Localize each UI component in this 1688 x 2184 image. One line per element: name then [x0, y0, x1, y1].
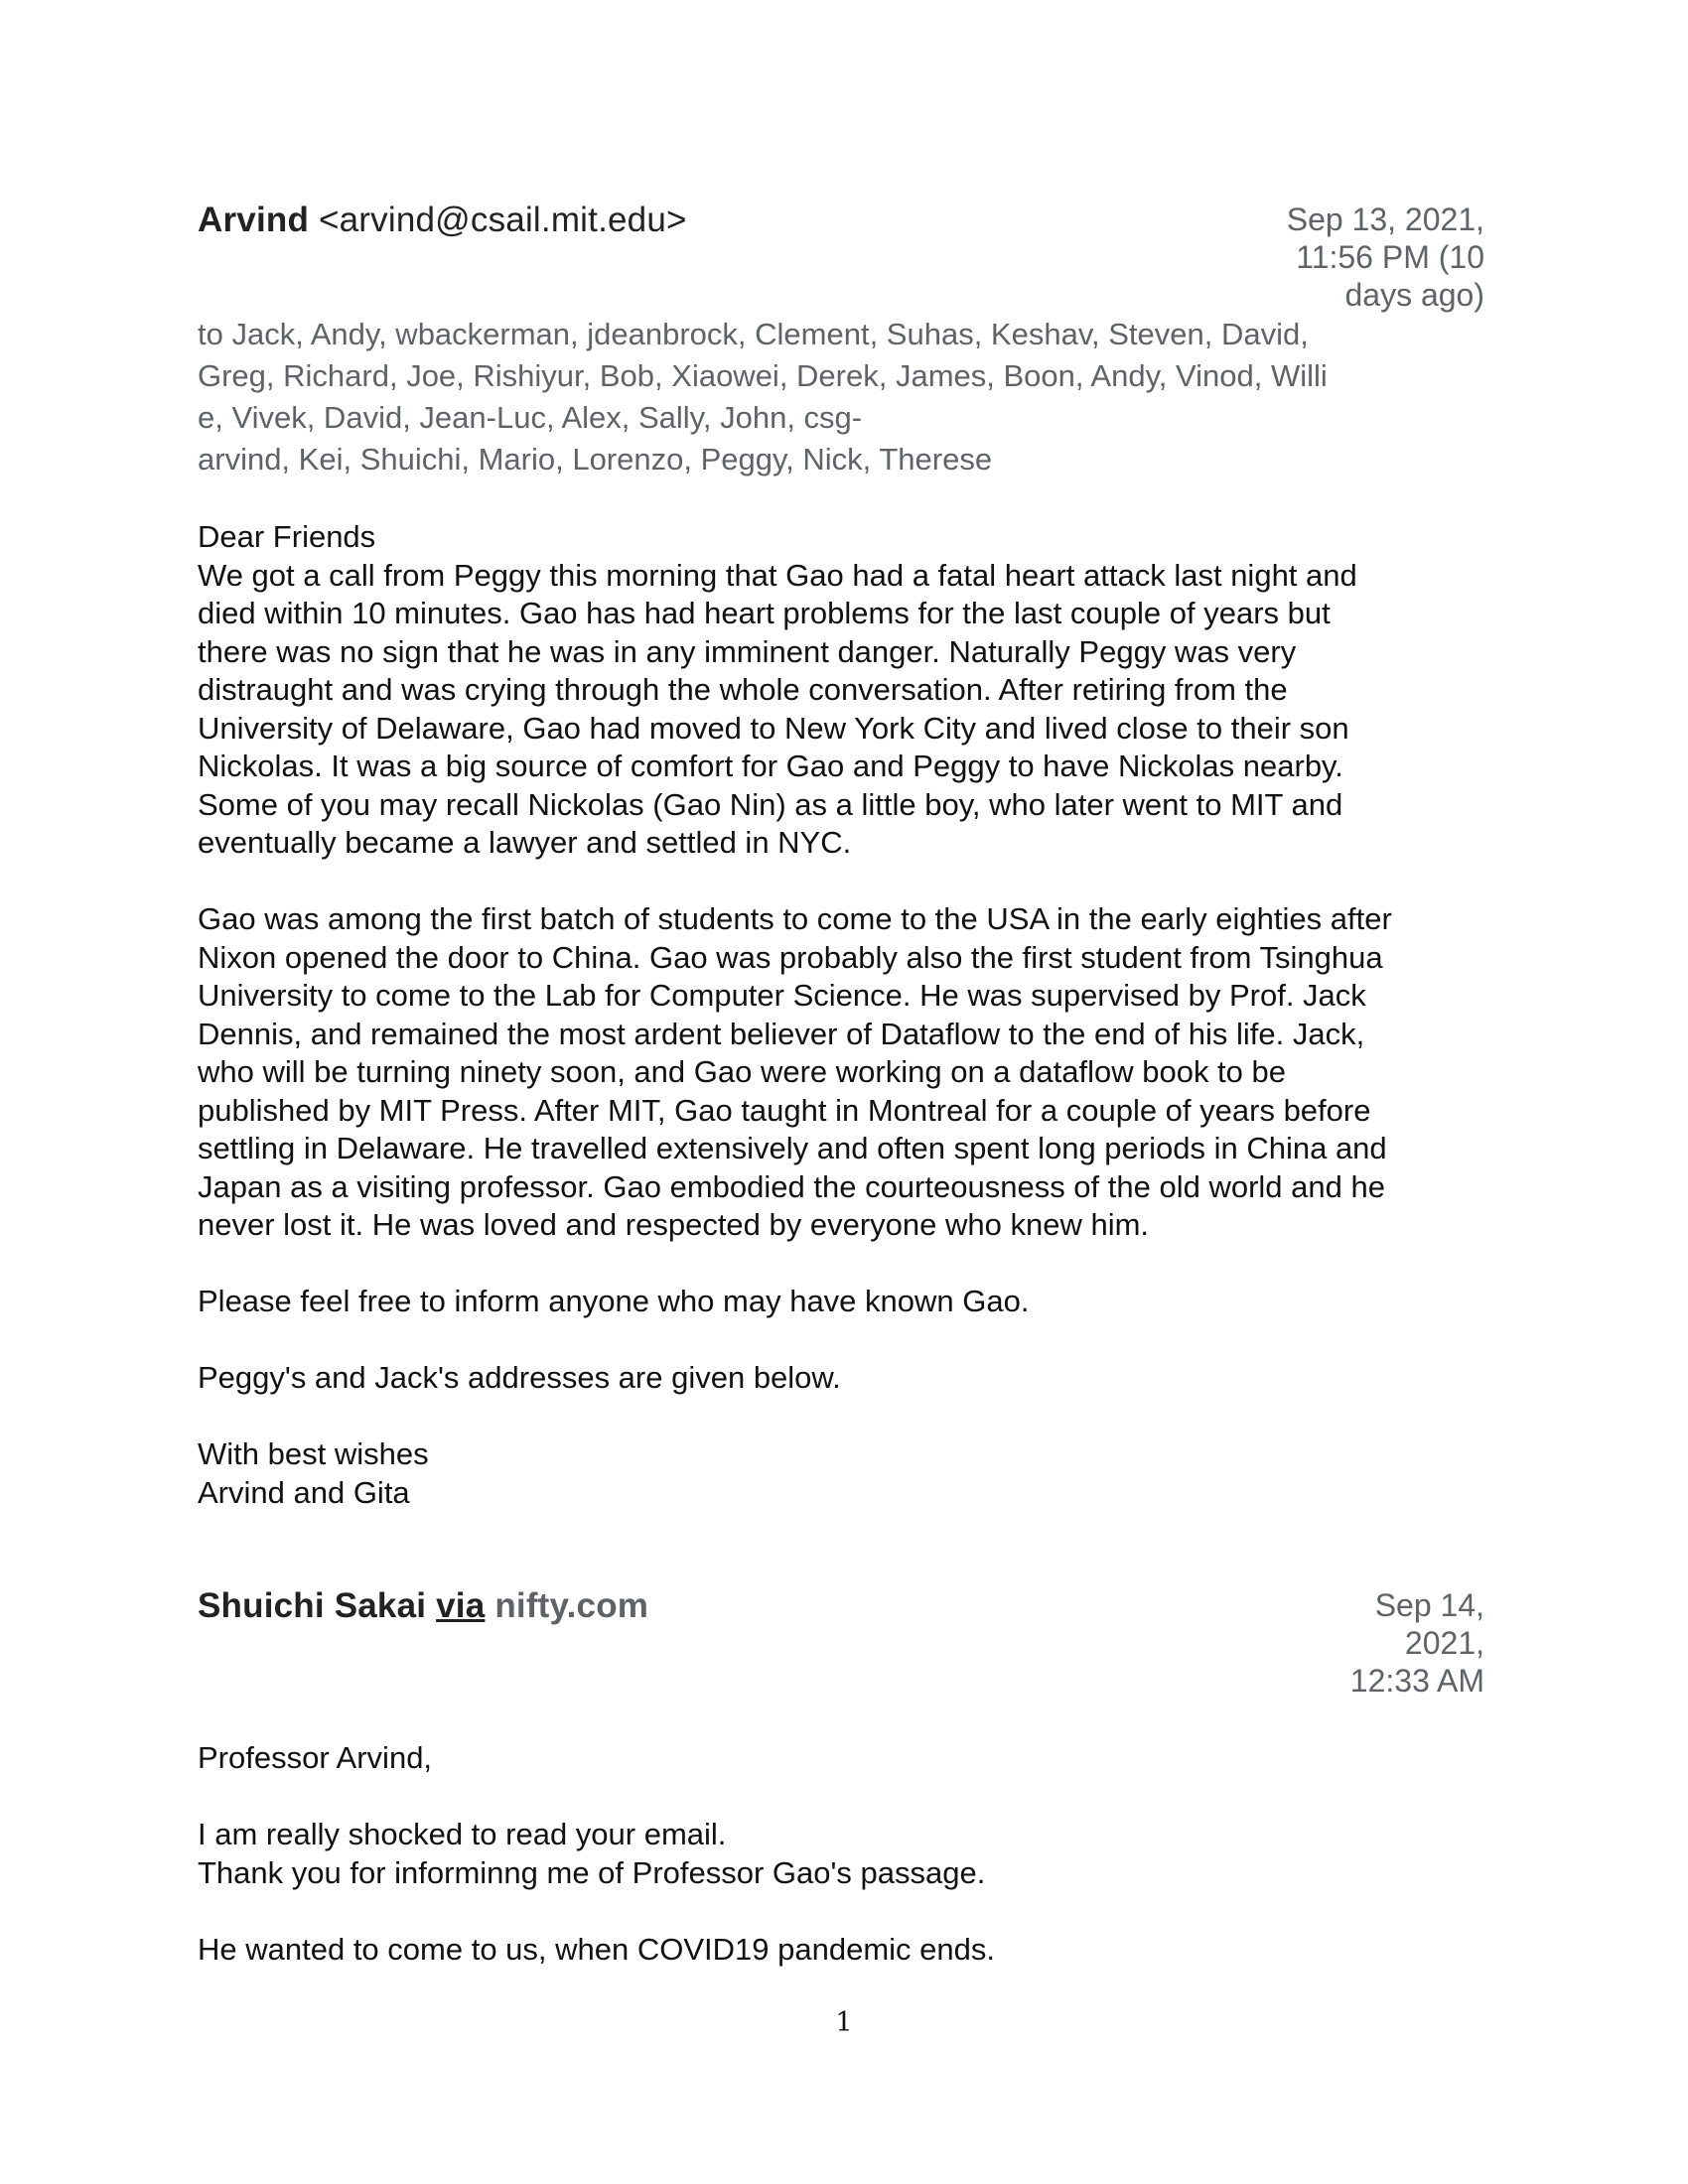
body-line: Nixon opened the door to China. Gao was probably also the first student from Tsinghua: [198, 939, 1383, 975]
message-1-sender[interactable]: [198, 201, 687, 240]
body-line: Japan as a visiting professor. Gao embodied the courteousness of the old world and he: [198, 1168, 1385, 1204]
body-line: University to come to the Lab for Computer Science. He was supervised by Prof. Jack: [198, 978, 1366, 1013]
body-line: published by MIT Press. After MIT, Gao taught in Montreal for a couple of years before: [198, 1092, 1371, 1128]
body-line: Please feel free to inform anyone who may have known Gao.: [198, 1284, 1030, 1318]
body-line: Dennis, and remained the most ardent believer of Dataflow to the end of his life. Jack,: [198, 1016, 1365, 1051]
sender-email[interactable]: <arvind@csail.mit.edu>: [318, 201, 687, 239]
date-line: Sep 14,: [1374, 1587, 1484, 1623]
date-line: 12:33 AM: [1349, 1663, 1484, 1699]
recipients-line: arvind, Kei, Shuichi, Mario, Lorenzo, Peggy, Nick, Therese: [198, 442, 993, 477]
body-line: University of Delaware, Gao had moved to New York City and lived close to their son: [198, 710, 1349, 746]
message-1-date: [1287, 201, 1484, 314]
body-line: died within 10 minutes. Gao has had heart problems for the last couple of years but: [198, 596, 1331, 630]
greeting-line: Professor Arvind,: [198, 1740, 433, 1775]
recipients-line: Greg, Richard, Joe, Rishiyur, Bob, Xiaowei, Derek, James, Boon, Andy, Vinod, Willi: [198, 358, 1328, 393]
recipients-line: e, Vivek, David, Jean-Luc, Alex, Sally, John, csg-: [198, 400, 863, 435]
message-2-header: [198, 1586, 1484, 1706]
body-line: We got a call from Peggy this morning that Gao had a fatal heart attack last night and: [198, 557, 1357, 593]
message-1-header: [198, 201, 1484, 320]
body-line: there was no sign that he was in any imminent danger. Naturally Peggy was very: [198, 633, 1297, 669]
via-link[interactable]: via: [436, 1586, 486, 1625]
date-line: Sep 13, 2021,: [1286, 202, 1484, 237]
closing-line: Arvind and Gita: [198, 1474, 410, 1510]
sender-name: Shuichi Sakai: [198, 1586, 427, 1625]
sender-domain: nifty.com: [494, 1586, 649, 1625]
body-line: who will be turning ninety soon, and Gao were working on a dataflow book to be: [198, 1054, 1287, 1089]
recipients-line: to Jack, Andy, wbackerman, jdeanbrock, Clement, Suhas, Keshav, Steven, David,: [198, 317, 1309, 351]
body-line: Dear Friends: [198, 519, 376, 554]
body-line: Peggy's and Jack's addresses are given below.: [198, 1360, 841, 1395]
body-line: Thank you for informinng me of Professor Gao's passage.: [198, 1854, 986, 1890]
message-1-recipients[interactable]: [198, 314, 1488, 480]
body-line: distraught and was crying through the whole conversation. After retiring from the: [198, 672, 1288, 707]
page-number: 1: [835, 2007, 853, 2038]
body-line: eventually became a lawyer and settled in NYC.: [198, 825, 852, 860]
date-line: 2021,: [1404, 1625, 1484, 1661]
body-line: He wanted to come to us, when COVID19 pandemic ends.: [198, 1931, 995, 1967]
message-2-body: [198, 1739, 1498, 1969]
body-line: Gao was among the first batch of students to come to the USA in the early eighties after: [198, 901, 1392, 936]
date-line: 11:56 PM (10: [1296, 239, 1484, 275]
message-1-body: [198, 518, 1498, 1512]
body-line: I am really shocked to read your email.: [198, 1817, 727, 1851]
closing-line: With best wishes: [198, 1436, 429, 1471]
body-line: settling in Delaware. He travelled extensively and often spent long periods in China and: [198, 1131, 1387, 1165]
message-2-date: [1350, 1586, 1484, 1700]
sender-name: Arvind: [198, 201, 310, 239]
body-line: never lost it. He was loved and respected by everyone who knew him.: [198, 1207, 1150, 1242]
body-line: Some of you may recall Nickolas (Gao Nin) as a little boy, who later went to MIT and: [198, 786, 1343, 822]
body-line: Nickolas. It was a big source of comfort for Gao and Peggy to have Nickolas nearby.: [198, 749, 1343, 783]
message-2-sender[interactable]: [198, 1586, 648, 1626]
date-line: days ago): [1344, 277, 1484, 313]
